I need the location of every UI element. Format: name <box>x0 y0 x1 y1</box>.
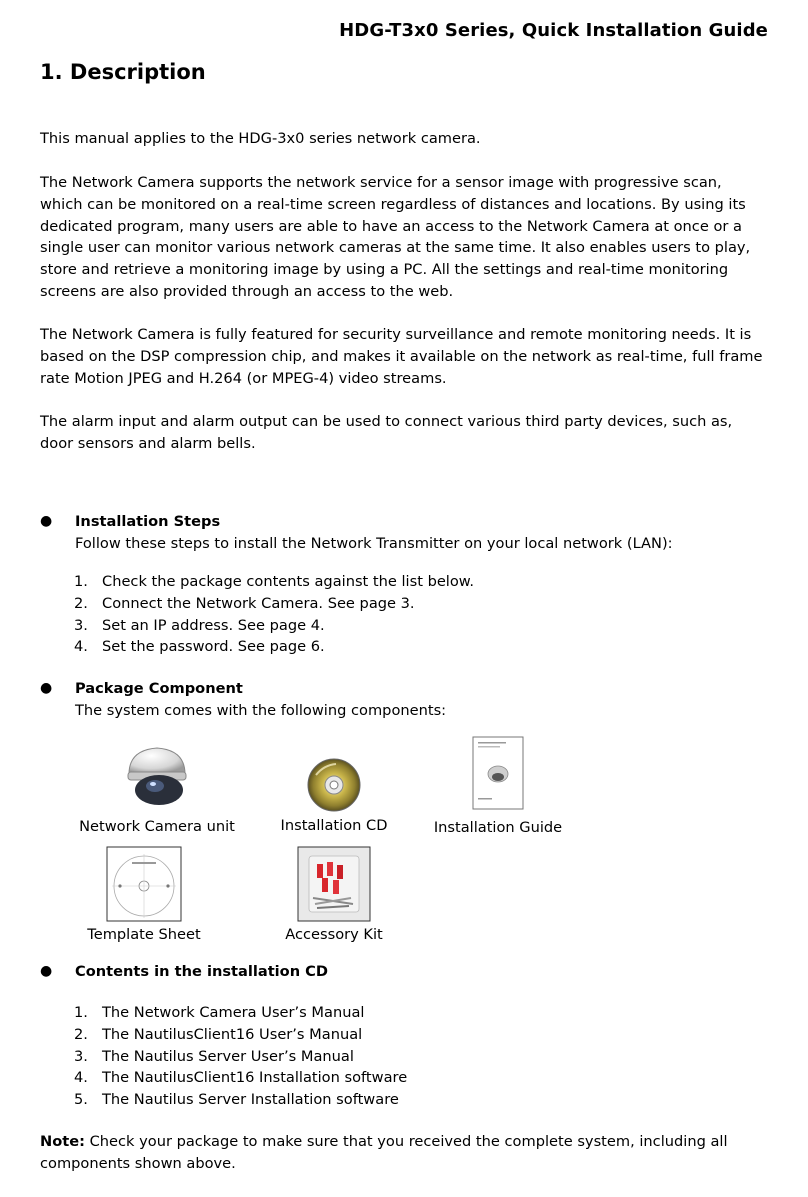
guide-booklet-icon <box>472 736 524 810</box>
note-paragraph <box>40 1131 768 1175</box>
component-installation-guide <box>428 736 568 836</box>
note-text: Check your package to make sure that you received the complete system, including all components shown above. <box>40 1133 728 1172</box>
package-component-heading: Package Component <box>75 680 243 697</box>
cd-icon <box>306 757 362 813</box>
installation-steps-list <box>74 571 474 658</box>
list-item: 1. Check the package contents against the list below. <box>74 573 475 590</box>
bullet-icon: ● <box>40 513 53 529</box>
accessory-kit-icon <box>297 846 371 922</box>
list-item: 3. Set an IP address. See page 4. <box>74 616 325 634</box>
cd-contents-heading: Contents in the installation CD <box>75 963 329 980</box>
list-item: 2. The NautilusClient16 User’s Manual <box>74 1025 363 1043</box>
dome-camera-icon <box>125 744 189 808</box>
package-component-section <box>40 678 768 722</box>
page-header: HDG-T3x0 Series, Quick Installation Guide <box>339 20 768 41</box>
package-component-intro: The system comes with the following components: <box>75 701 447 719</box>
list-item: 4. Set the password. See page 6. <box>74 638 325 656</box>
component-label: Template Sheet <box>87 926 201 943</box>
installation-steps-heading: Installation Steps <box>75 513 221 530</box>
installation-steps-section <box>40 511 768 555</box>
paragraph-features: The Network Camera is fully featured for security surveillance and remote monitoring needs. It is based on the DSP compression chip, and makes it available on the network as real-time, full frame rate Motion JPEG and H.264 (or MPEG-4) video streams. <box>40 326 763 387</box>
list-item: 3. The Nautilus Server User’s Manual <box>74 1047 354 1065</box>
paragraph-intro: This manual applies to the HDG-3x0 series network camera. <box>40 130 481 147</box>
paragraph-alarm: The alarm input and alarm output can be used to connect various third party devices, such as, door sensors and alarm bells. <box>40 413 733 452</box>
installation-steps-intro: Follow these steps to install the Network Transmitter on your local network (LAN): <box>75 534 673 552</box>
bullet-icon: ● <box>40 680 53 696</box>
note-label: Note: <box>40 1133 85 1150</box>
cd-contents-list <box>74 1002 407 1111</box>
section-title: 1. Description <box>40 60 206 84</box>
template-sheet-icon <box>106 846 182 922</box>
list-item: 1. The Network Camera User’s Manual <box>74 1004 365 1021</box>
component-template-sheet <box>74 846 214 943</box>
component-network-camera <box>74 744 240 835</box>
component-installation-cd <box>270 757 398 834</box>
bullet-icon: ● <box>40 963 53 979</box>
component-accessory-kit <box>270 846 398 943</box>
component-label: Installation Guide <box>433 819 563 836</box>
component-label: Accessory Kit <box>285 926 383 943</box>
list-item: 2. Connect the Network Camera. See page 3. <box>74 594 415 612</box>
component-label: Network Camera unit <box>79 818 235 835</box>
list-item: 5. The Nautilus Server Installation software <box>74 1091 399 1109</box>
cd-contents-section <box>40 961 768 983</box>
list-item: 4. The NautilusClient16 Installation software <box>74 1069 408 1087</box>
component-label: Installation CD <box>280 817 388 834</box>
paragraph-network-service: The Network Camera supports the network service for a sensor image with progressive scan, which can be monitored on a real-time screen regardless of distances and locations. By using its dedicated program, many users are able to have an access to the Network Camera at once or a single user can monitor various network cameras at the same time. It also enables users to play, store and retrieve a monitoring image by using a PC. All the settings and real-time monitoring screens are also provided through an access to the web. <box>40 174 751 300</box>
